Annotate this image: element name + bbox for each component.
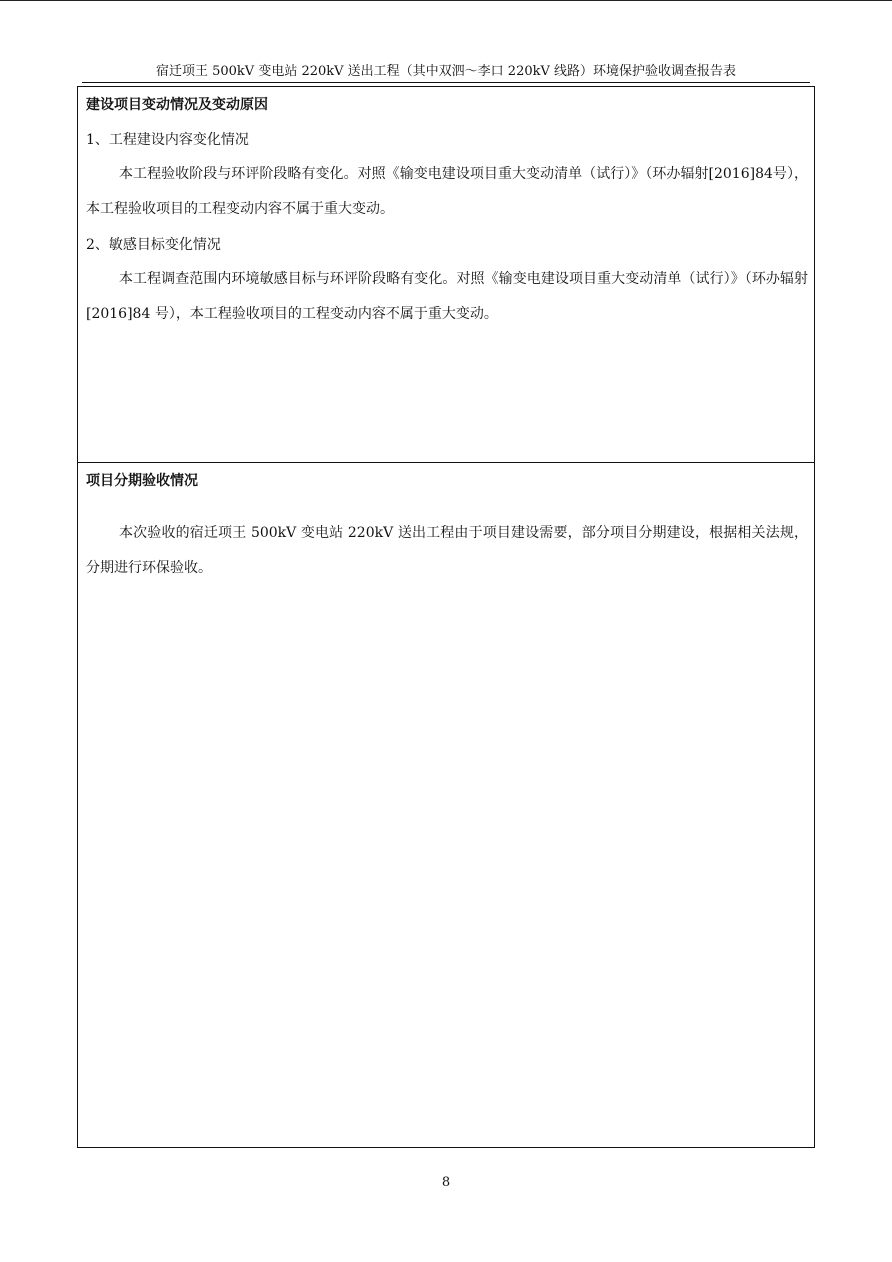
section-changes <box>78 87 814 463</box>
sensitive-target-heading: 2、敏感目标变化情况 <box>86 237 221 253</box>
report-table <box>77 86 815 1148</box>
content-change-heading: 1、工程建设内容变化情况 <box>86 132 249 148</box>
content-change-paragraph: 本工程验收阶段与环评阶段略有变化。对照《输变电建设项目重大变动清单（试行）》（环办辐射[2016]84号），本工程验收项目的工程变动内容不属于重大变动。 <box>86 166 808 217</box>
page-number: 8 <box>441 1175 451 1190</box>
section-changes-title: 建设项目变动情况及变动原因 <box>86 97 268 113</box>
header-rule <box>82 82 810 83</box>
sensitive-target-paragraph: 本工程调查范围内环境敏感目标与环评阶段略有变化。对照《输变电建设项目重大变动清单（试行）》（环办辐射[2016]84 号），本工程验收项目的工程变动内容不属于重大变动。 <box>86 271 808 322</box>
phased-acceptance-paragraph: 本次验收的宿迁项王 500kV 变电站 220kV 送出工程由于项目建设需要，部分项目分期建设，根据相关法规，分期进行环保验收。 <box>86 525 808 576</box>
section-phased-acceptance <box>78 463 814 1147</box>
section-phased-title: 项目分期验收情况 <box>86 473 198 489</box>
running-header: 宿迁项王 500kV 变电站 220kV 送出工程（其中双泗～李口 220kV 线路）环境保护验收调查报告表 <box>155 64 737 79</box>
page-top-border <box>0 0 892 1</box>
